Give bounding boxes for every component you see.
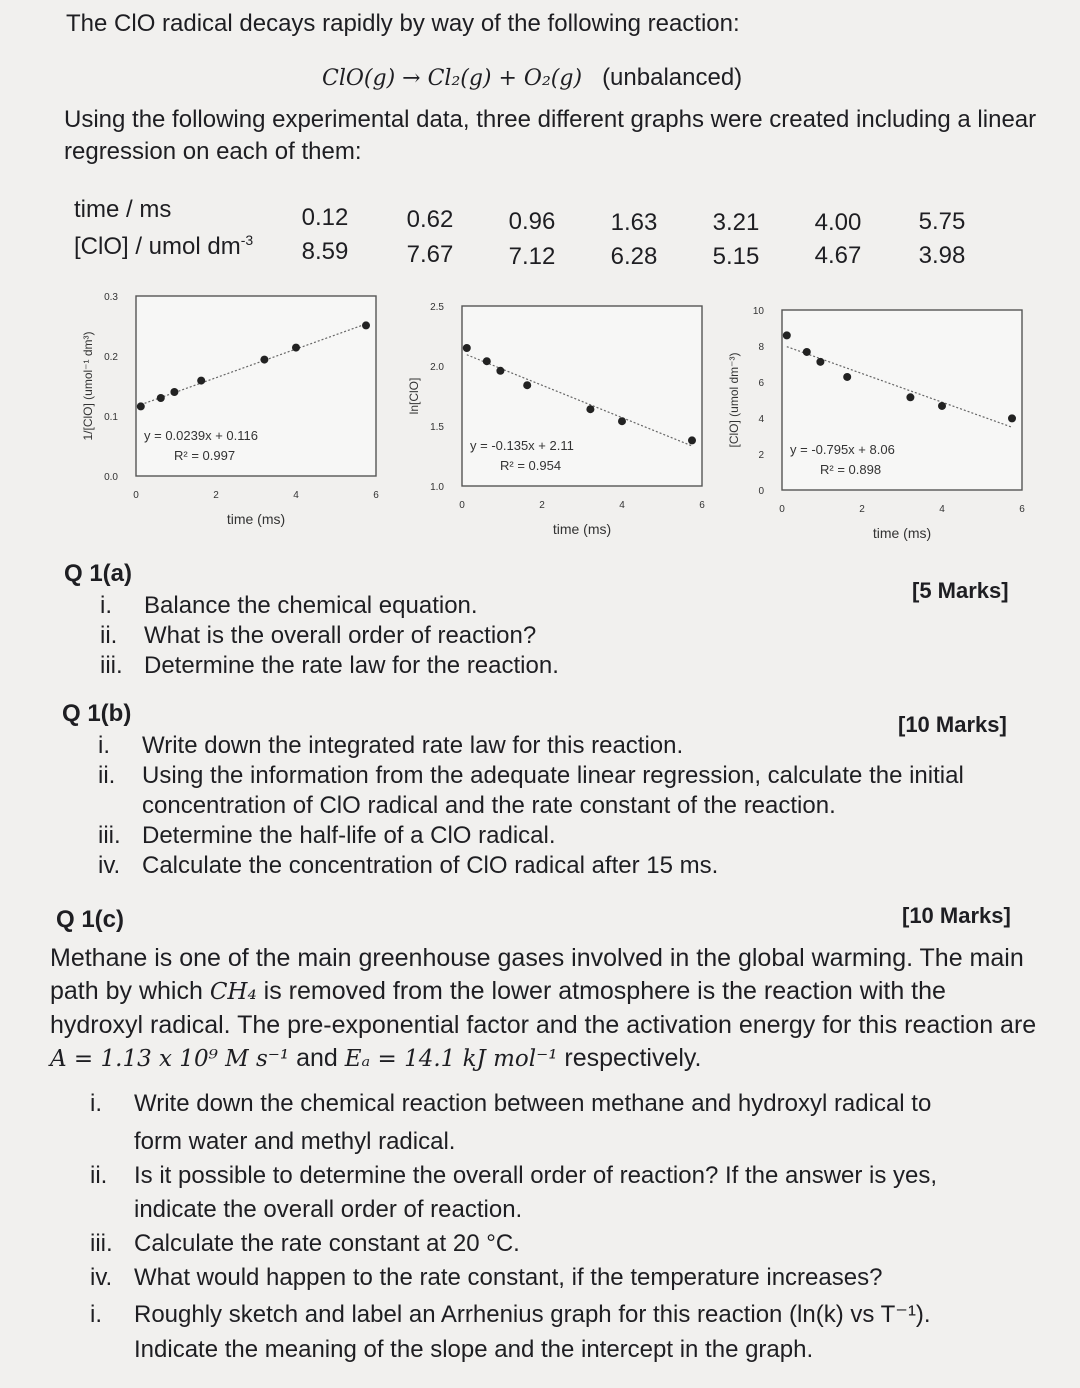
q1b-item (98, 762, 964, 790)
time-cell: 4.00 (814, 209, 862, 236)
q1c-para-part2: is removed from the lower atmosphere is the reaction with the hydroxyl radical. The pre-exponential factor and the activation energy for this reaction are (50, 977, 1037, 1039)
data-point (137, 402, 145, 410)
x-tick-label: 0 (779, 504, 785, 515)
q1a-item (100, 592, 478, 620)
q1c-and: and (296, 1044, 338, 1072)
plot-area (462, 306, 702, 486)
time-cell: 5.75 (918, 208, 966, 235)
activation-energy: Eₐ = 14.1 kJ mol⁻¹ (344, 1046, 558, 1072)
q1c-item (90, 1264, 882, 1292)
y-axis-label: 1/[ClO] (umol⁻¹ dm³) (81, 331, 95, 441)
item-number: i. (100, 592, 112, 619)
item-text: Write down the chemical reaction between methane and hydroxyl radical to (134, 1090, 932, 1117)
item-number: i. (90, 1090, 102, 1117)
item-number: iii. (90, 1230, 113, 1257)
data-point (1008, 414, 1016, 422)
y-tick-label: 1.5 (430, 422, 444, 433)
x-tick-label: 2 (213, 490, 219, 501)
chart-zero-order-svg (718, 292, 1040, 548)
q1c-paragraph (50, 942, 1040, 1076)
y-tick-label: 0.2 (104, 352, 118, 363)
item-text: Determine the half-life of a ClO radical. (142, 822, 556, 849)
x-tick-label: 2 (539, 500, 545, 511)
q1c-heading: Q 1(c) (56, 906, 125, 933)
q1b-marks: [10 Marks] (898, 712, 1007, 737)
x-tick-label: 0 (459, 500, 465, 511)
item-text: concentration of ClO radical and the rate constant of the reaction. (142, 792, 836, 819)
ch4-formula: CH₄ (209, 979, 257, 1005)
plot-area (782, 310, 1022, 490)
item-text: form water and methyl radical. (134, 1128, 456, 1155)
x-tick-label: 4 (619, 500, 625, 511)
item-text: Determine the rate law for the reaction. (144, 652, 559, 679)
y-tick-label: 10 (752, 306, 764, 317)
y-tick-label: 1.0 (430, 482, 444, 493)
y-tick-label: 0 (758, 486, 764, 497)
q1c-item (90, 1090, 931, 1118)
conc-label-sup: -3 (240, 232, 254, 248)
data-point (292, 344, 300, 352)
y-tick-label: 0.3 (104, 292, 118, 303)
y-tick-label: 0.1 (104, 412, 118, 423)
item-number: i. (90, 1301, 102, 1328)
item-number: iv. (98, 852, 121, 879)
q1c-item (90, 1196, 522, 1224)
q1b-heading: Q 1(b) (62, 700, 132, 727)
item-text: Using the information from the adequate linear regression, calculate the initial (142, 762, 964, 789)
conc-cell: 5.15 (712, 243, 760, 270)
x-axis-label: time (ms) (872, 525, 932, 541)
conc-row-label (74, 232, 253, 261)
q1c-respectively: respectively. (564, 1044, 702, 1072)
q1c-item (90, 1336, 813, 1364)
data-point (260, 356, 268, 364)
data-point (586, 405, 594, 413)
regression-equation: y = -0.135x + 2.11 (470, 438, 574, 453)
item-number: iii. (100, 652, 123, 679)
q1c-para-part1: Methane is one of the main greenhouse gases involved in the global warming. The main path by which (50, 944, 1024, 1005)
item-text: Write down the integrated rate law for this reaction. (142, 732, 684, 759)
item-text: Is it possible to determine the overall order of reaction? If the answer is yes, (134, 1162, 938, 1189)
item-number: iii. (98, 822, 121, 849)
data-point (688, 436, 696, 444)
data-point (938, 402, 946, 410)
item-number: ii. (98, 762, 116, 789)
q1c-item (90, 1230, 520, 1258)
item-text: Calculate the rate constant at 20 °C. (134, 1230, 520, 1257)
q1c-item (90, 1300, 931, 1329)
q1b-item (98, 732, 683, 760)
y-tick-label: 0.0 (104, 472, 118, 483)
conc-cell: 7.67 (406, 241, 454, 268)
time-cell: 0.62 (406, 206, 454, 233)
time-row-label: time / ms (74, 196, 172, 223)
data-point (483, 357, 491, 365)
q1a-marks: [5 Marks] (912, 578, 1009, 603)
intro-text: The ClO radical decays rapidly by way of the following reaction: (66, 10, 740, 37)
q1c-item (90, 1128, 455, 1156)
data-point (523, 381, 531, 389)
pre-exponential-factor: A = 1.13 x 10⁹ M s⁻¹ (50, 1046, 290, 1072)
regression-equation: y = -0.795x + 8.06 (790, 442, 895, 457)
x-tick-label: 0 (133, 490, 139, 501)
conc-cell: 7.12 (508, 243, 556, 270)
q1a-item (100, 622, 536, 650)
data-point (843, 373, 851, 381)
time-cell: 1.63 (610, 209, 658, 236)
reaction-equation (322, 64, 742, 92)
conc-cell: 6.28 (610, 243, 658, 270)
time-cell: 3.21 (712, 209, 760, 236)
data-point (362, 321, 370, 329)
q1b-item (98, 792, 836, 820)
data-point (816, 358, 824, 366)
conc-cell: 8.59 (301, 238, 349, 265)
data-point (618, 417, 626, 425)
data-point (803, 348, 811, 356)
regression-r2: R² = 0.997 (174, 448, 236, 463)
item-number: iv. (90, 1264, 113, 1291)
regression-equation: y = 0.0239x + 0.116 (144, 428, 258, 443)
time-cell: 0.12 (301, 204, 349, 231)
data-point (906, 393, 914, 401)
y-axis-label: [ClO] (umol dm⁻³) (727, 352, 741, 448)
y-tick-label: 4 (758, 414, 764, 425)
item-text: Indicate the meaning of the slope and the intercept in the graph. (134, 1336, 814, 1363)
plot-area (136, 296, 376, 476)
q1c-marks: [10 Marks] (902, 903, 1011, 928)
q1b-item (98, 822, 556, 850)
chart-first-order (398, 288, 718, 544)
chart-zero-order (718, 292, 1040, 548)
item-number: ii. (100, 622, 118, 649)
data-point (157, 394, 165, 402)
data-point (197, 377, 205, 385)
equation-note: (unbalanced) (602, 64, 743, 91)
x-tick-label: 4 (939, 504, 945, 515)
conc-label-text: [ClO] / umol dm (74, 233, 241, 260)
chart-second-order-svg (72, 278, 398, 534)
y-axis-label: ln[ClO] (407, 377, 421, 415)
chart-first-order-svg (398, 288, 718, 544)
y-tick-label: 2.0 (430, 362, 444, 373)
y-tick-label: 6 (758, 378, 764, 389)
item-text: Balance the chemical equation. (144, 592, 478, 619)
chart-second-order (72, 278, 398, 534)
y-tick-label: 8 (758, 342, 764, 353)
conc-cell: 3.98 (918, 242, 966, 269)
x-tick-label: 6 (1019, 504, 1025, 515)
x-axis-label: time (ms) (552, 521, 612, 537)
item-text: What would happen to the rate constant, if the temperature increases? (134, 1264, 883, 1291)
item-number: ii. (90, 1162, 108, 1189)
x-tick-label: 6 (373, 490, 379, 501)
q1a-heading: Q 1(a) (64, 560, 133, 587)
item-text: Calculate the concentration of ClO radical after 15 ms. (142, 852, 719, 879)
q1c-item (90, 1162, 937, 1190)
x-tick-label: 6 (699, 500, 705, 511)
data-point (170, 388, 178, 396)
conc-cell: 4.67 (814, 242, 862, 269)
data-point (463, 344, 471, 352)
y-tick-label: 2.5 (430, 302, 444, 313)
equation-formula: ClO(g) → Cl₂(g) + O₂(g) (322, 66, 583, 91)
y-tick-label: 2 (758, 450, 764, 461)
time-cell: 0.96 (508, 208, 556, 235)
x-axis-label: time (ms) (226, 511, 286, 527)
x-tick-label: 2 (859, 504, 865, 515)
item-text: indicate the overall order of reaction. (134, 1196, 523, 1223)
item-number: i. (98, 732, 110, 759)
q1b-item (98, 852, 718, 880)
item-text: What is the overall order of reaction? (144, 622, 537, 649)
regression-r2: R² = 0.954 (500, 458, 562, 473)
data-point (496, 367, 504, 375)
regression-r2: R² = 0.898 (820, 462, 882, 477)
x-tick-label: 4 (293, 490, 299, 501)
q1a-item (100, 652, 559, 680)
using-text: Using the following experimental data, three different graphs were created including a linear regression on each of them: (64, 106, 1037, 165)
data-point (783, 331, 791, 339)
item-text: Roughly sketch and label an Arrhenius graph for this reaction (ln(k) vs T⁻¹). (134, 1301, 931, 1328)
